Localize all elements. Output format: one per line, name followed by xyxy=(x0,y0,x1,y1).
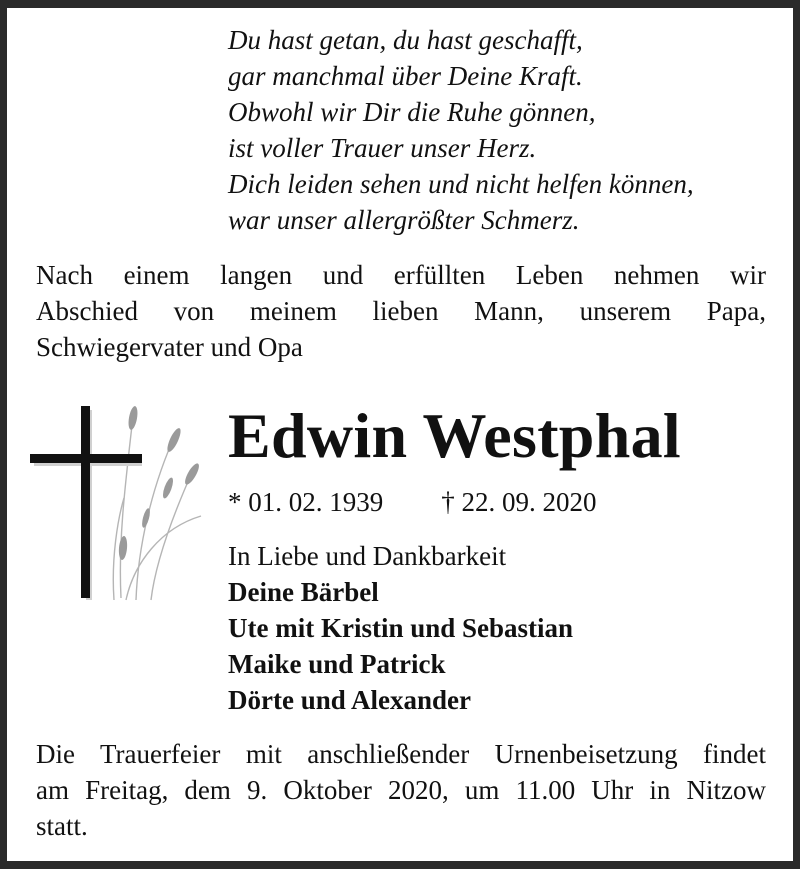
death-date: † 22. 09. 2020 xyxy=(441,487,597,517)
cross-icon xyxy=(30,406,142,600)
cross-with-grass-icon xyxy=(26,388,216,606)
funeral-info-line: statt. xyxy=(36,811,88,841)
intro-line: Abschied von meinem lieben Mann, unserem Papa, xyxy=(36,296,766,326)
deceased-name: Edwin Westphal xyxy=(228,400,681,471)
intro-line: Nach einem langen und erfüllten Leben nehmen wir xyxy=(36,260,766,290)
funeral-info-line: Die Trauerfeier mit anschließender Urnenbeisetzung findet xyxy=(36,739,766,769)
poem-line: Obwohl wir Dir die Ruhe gönnen, xyxy=(228,97,596,127)
intro-text xyxy=(36,257,766,365)
intro-line: Schwiegervater und Opa xyxy=(36,332,303,362)
life-dates xyxy=(228,484,597,520)
poem-line: war unser allergrößter Schmerz. xyxy=(228,205,580,235)
poem-line: gar manchmal über Deine Kraft. xyxy=(228,61,583,91)
poem-line: Du hast getan, du hast geschafft, xyxy=(228,25,583,55)
poem-line: ist voller Trauer unser Herz. xyxy=(228,133,537,163)
mourners-list xyxy=(228,538,573,718)
mourner-name: Ute mit Kristin und Sebastian xyxy=(228,613,574,643)
poem xyxy=(228,22,694,238)
poem-line: Dich leiden sehen und nicht helfen können, xyxy=(228,169,694,199)
mourner-name: Deine Bärbel xyxy=(228,577,379,607)
mourner-name: Maike und Patrick xyxy=(228,649,446,679)
funeral-info-line: am Freitag, dem 9. Oktober 2020, um 11.00 Uhr in Nitzow xyxy=(36,775,766,805)
mourners-lead: In Liebe und Dankbarkeit xyxy=(228,541,507,571)
birth-date: * 01. 02. 1939 xyxy=(228,487,384,517)
funeral-info xyxy=(36,736,766,844)
mourner-name: Dörte und Alexander xyxy=(228,685,471,715)
grass-decoration xyxy=(113,408,201,600)
